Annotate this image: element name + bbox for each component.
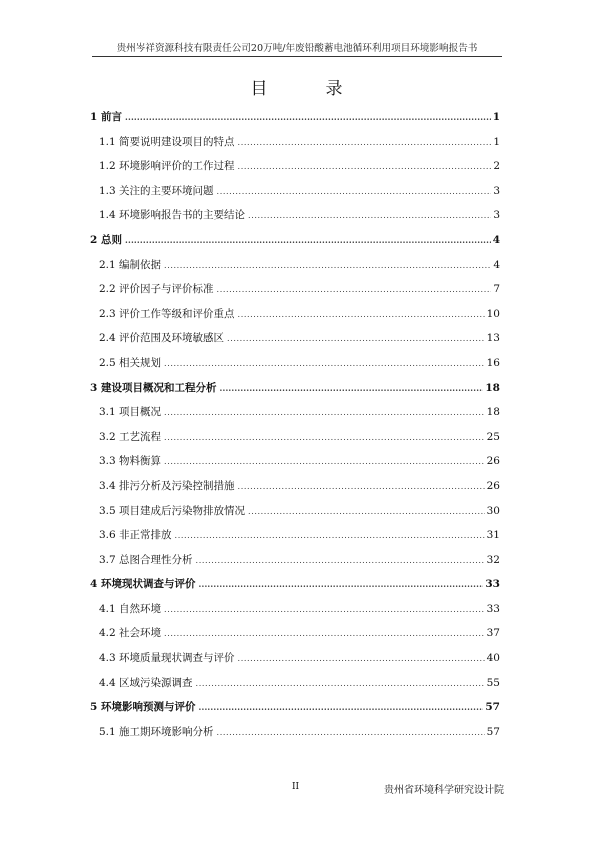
toc-entry-page: 30 — [486, 504, 500, 517]
toc-section-entry[interactable] — [90, 283, 500, 296]
toc-entry-label: 3.4 排污分析及污染控制措施 — [99, 479, 235, 492]
toc-title-left: 目 — [250, 79, 270, 99]
toc-entry-page: 57 — [485, 701, 500, 714]
toc-dot-leader — [219, 382, 483, 395]
toc-section-entry[interactable] — [90, 480, 500, 493]
toc-entry-label: 4.1 自然环境 — [99, 602, 162, 615]
toc-dot-leader — [238, 480, 485, 493]
toc-title-right: 录 — [325, 79, 345, 99]
toc-section-entry[interactable] — [90, 627, 500, 640]
running-header: 贵州岑祥资源科技有限责任公司20万吨/年废铅酸蓄电池循环利用项目环境影响报告书 — [116, 43, 478, 54]
toc-dot-leader — [248, 209, 491, 222]
toc-section-entry[interactable] — [90, 357, 500, 370]
toc-entry-page: 26 — [486, 455, 500, 468]
toc-section-entry[interactable] — [90, 431, 500, 444]
toc-entry-page: 4 — [493, 258, 500, 271]
toc-section-entry[interactable] — [90, 209, 500, 222]
toc-entry-page: 25 — [486, 430, 500, 443]
toc-dot-leader — [198, 578, 483, 591]
toc-section-entry[interactable] — [90, 603, 500, 616]
toc-entry-label: 1.3 关注的主要环境问题 — [99, 184, 214, 197]
toc-dot-leader — [175, 529, 485, 542]
toc-section-entry[interactable] — [90, 308, 500, 321]
toc-entry-page: 33 — [486, 602, 500, 615]
toc-entry-page: 31 — [486, 529, 500, 542]
toc-entry-page: 37 — [486, 627, 500, 640]
toc-entry-page: 10 — [486, 307, 500, 320]
toc-entry-page: 7 — [493, 283, 500, 296]
toc-entry-label: 3 建设项目概况和工程分析 — [90, 381, 217, 394]
toc-entry-page: 13 — [486, 332, 500, 345]
toc-entry-label: 3.7 总图合理性分析 — [99, 553, 193, 566]
toc-entry-page: 1 — [493, 135, 500, 148]
toc-section-entry[interactable] — [90, 455, 500, 468]
toc-dot-leader — [248, 505, 485, 518]
toc-entry-page: 57 — [486, 725, 500, 738]
toc-entry-page: 3 — [493, 184, 500, 197]
toc-entry-label: 3.2 工艺流程 — [99, 430, 162, 443]
toc-dot-leader — [164, 603, 485, 616]
toc-entry-label: 3.1 项目概况 — [99, 406, 162, 419]
toc-dot-leader — [196, 677, 485, 690]
toc-dot-leader — [164, 406, 485, 419]
toc-section-entry[interactable] — [90, 259, 500, 272]
toc-section-entry[interactable] — [90, 677, 500, 690]
toc-section-entry[interactable] — [90, 185, 500, 198]
toc-entry-label: 2.1 编制依据 — [99, 258, 162, 271]
toc-section-entry[interactable] — [90, 529, 500, 542]
toc-section-entry[interactable] — [90, 505, 500, 518]
toc-entry-page: 18 — [485, 381, 500, 394]
toc-entry-page: 32 — [486, 553, 500, 566]
toc-dot-leader — [164, 431, 485, 444]
toc-section-entry[interactable] — [90, 652, 500, 665]
toc-dot-leader — [238, 136, 492, 149]
toc-entry-label: 4.4 区域污染源调查 — [99, 676, 193, 689]
toc-chapter-entry[interactable] — [90, 234, 500, 247]
toc-entry-label: 3.3 物料衡算 — [99, 455, 162, 468]
toc-section-entry[interactable] — [90, 160, 500, 173]
toc-entry-page: 4 — [492, 233, 500, 246]
toc-section-entry[interactable] — [90, 136, 500, 149]
toc-dot-leader — [125, 234, 491, 247]
toc-entry-label: 1 前言 — [90, 111, 122, 123]
toc-chapter-entry[interactable] — [90, 578, 500, 591]
toc-dot-leader — [164, 259, 491, 272]
toc-entry-label: 2 总则 — [90, 233, 122, 246]
toc-dot-leader — [238, 308, 485, 321]
toc-dot-leader — [238, 160, 492, 173]
toc-section-entry[interactable] — [90, 554, 500, 567]
toc-section-entry[interactable] — [90, 406, 500, 419]
toc-entry-label: 5 环境影响预测与评价 — [90, 701, 196, 714]
toc-entry-label: 2.4 评价范围及环境敏感区 — [99, 332, 225, 345]
toc-entry-page: 16 — [486, 356, 500, 369]
toc-dot-leader — [217, 185, 492, 198]
toc-section-entry[interactable] — [90, 726, 500, 739]
toc-dot-leader — [125, 111, 491, 124]
footer-organization: 贵州省环境科学研究设计院 — [384, 785, 504, 796]
toc-entry-label: 5.1 施工期环境影响分析 — [99, 725, 214, 738]
toc-chapter-entry[interactable] — [90, 382, 500, 395]
toc-entry-page: 18 — [486, 406, 500, 419]
toc-title — [0, 74, 595, 99]
toc-entry-label: 3.6 非正常排放 — [99, 529, 172, 542]
toc-entry-label: 1.1 简要说明建设项目的特点 — [99, 135, 235, 148]
toc-entry-label: 1.2 环境影响评价的工作过程 — [99, 160, 235, 173]
toc-entry-label: 4.3 环境质量现状调查与评价 — [99, 652, 235, 665]
toc-entry-label: 2.2 评价因子与评价标准 — [99, 283, 214, 296]
table-of-contents — [90, 111, 500, 739]
toc-entry-page: 26 — [486, 479, 500, 492]
toc-entry-page: 33 — [485, 578, 500, 591]
toc-dot-leader — [238, 652, 485, 665]
toc-dot-leader — [227, 332, 485, 345]
toc-entry-page: 40 — [486, 652, 500, 665]
toc-section-entry[interactable] — [90, 332, 500, 345]
toc-entry-label: 4.2 社会环境 — [99, 627, 162, 640]
header-divider — [92, 56, 502, 57]
toc-dot-leader — [164, 455, 485, 468]
toc-entry-label: 4 环境现状调查与评价 — [90, 578, 196, 591]
toc-chapter-entry[interactable] — [90, 111, 500, 124]
toc-entry-page: 1 — [492, 111, 500, 123]
toc-dot-leader — [164, 357, 485, 370]
toc-entry-label: 2.5 相关规划 — [99, 356, 162, 369]
toc-entry-label: 1.4 环境影响报告书的主要结论 — [99, 209, 246, 222]
page-number: II — [292, 782, 300, 792]
toc-entry-label: 3.5 项目建成后污染物排放情况 — [99, 504, 246, 517]
toc-dot-leader — [196, 554, 485, 567]
toc-chapter-entry[interactable] — [90, 701, 500, 714]
toc-dot-leader — [198, 701, 483, 714]
toc-dot-leader — [164, 627, 485, 640]
toc-dot-leader — [217, 283, 492, 296]
toc-entry-page: 3 — [493, 209, 500, 222]
toc-entry-label: 2.3 评价工作等级和评价重点 — [99, 307, 235, 320]
toc-dot-leader — [217, 726, 485, 739]
toc-entry-page: 2 — [493, 160, 500, 173]
toc-entry-page: 55 — [486, 676, 500, 689]
